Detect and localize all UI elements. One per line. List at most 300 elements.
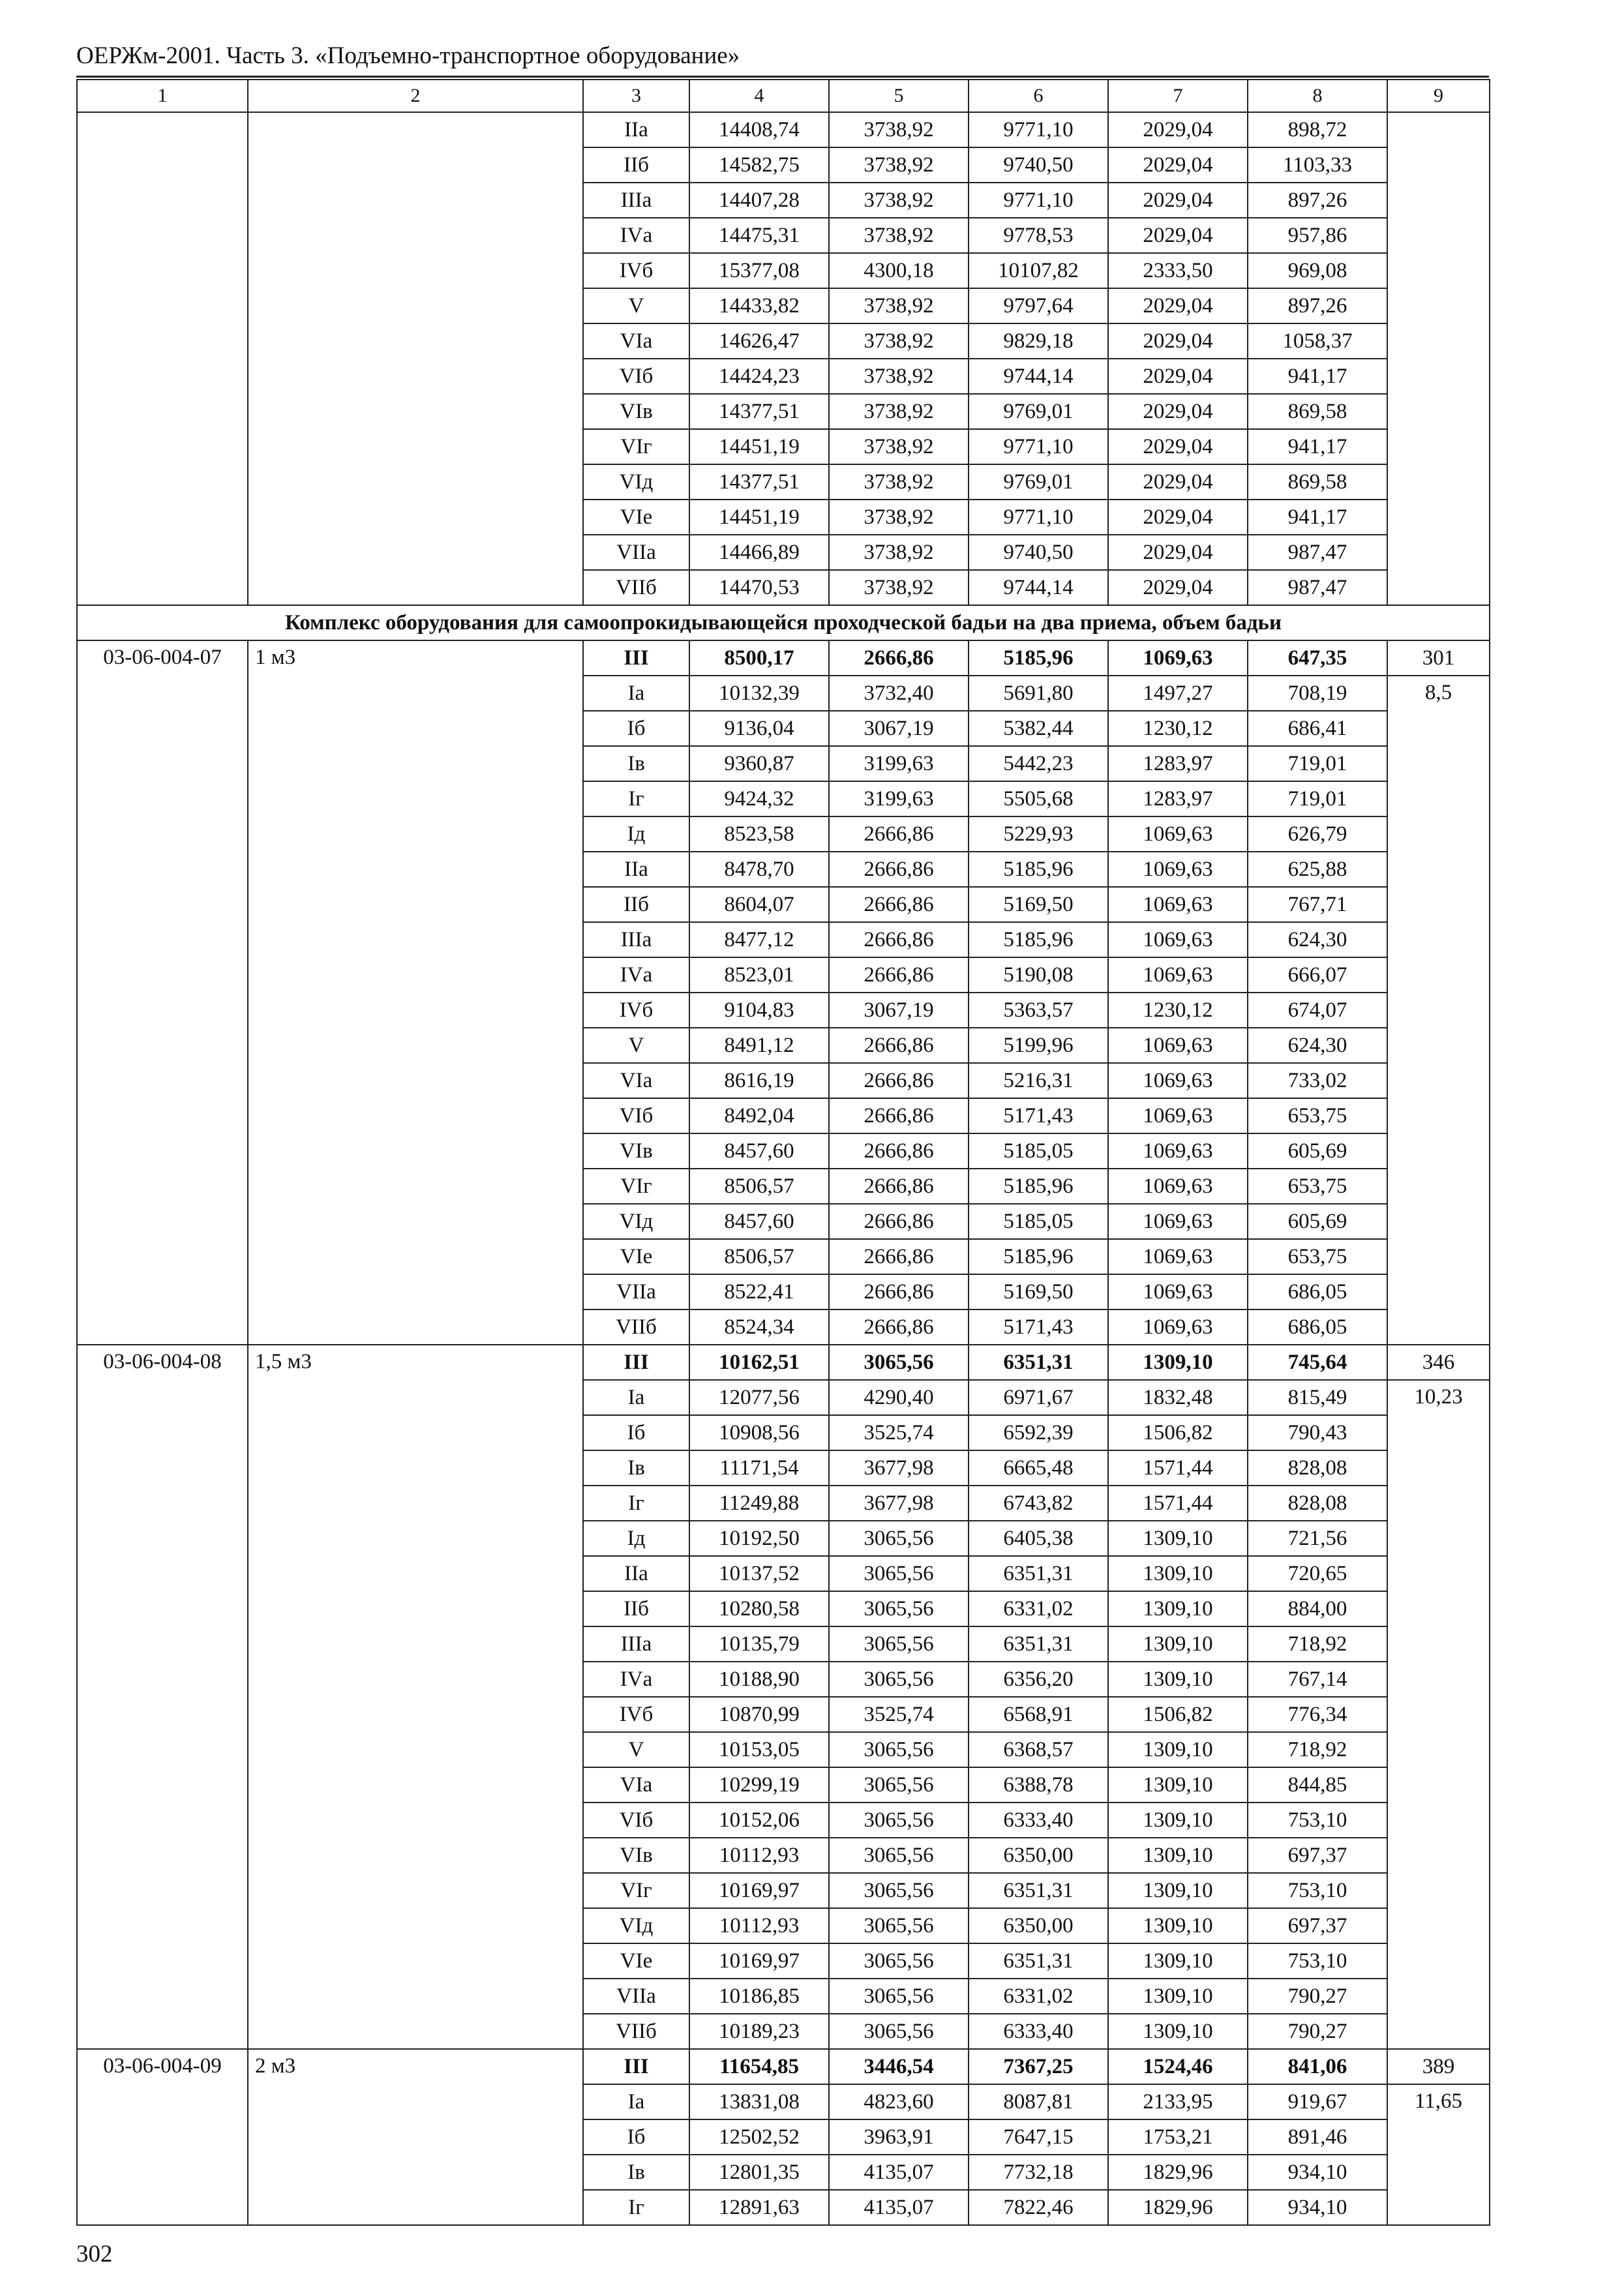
value-cell: 5185,05 bbox=[969, 1204, 1108, 1239]
value-cell: 624,30 bbox=[1248, 1028, 1387, 1063]
value-cell: 1069,63 bbox=[1108, 816, 1248, 852]
value-cell: 10112,93 bbox=[689, 1838, 829, 1873]
value-cell: 5505,68 bbox=[969, 781, 1108, 816]
value-cell: 2029,04 bbox=[1108, 112, 1248, 147]
value-cell: 1571,44 bbox=[1108, 1486, 1248, 1521]
value-cell: 2333,50 bbox=[1108, 253, 1248, 288]
value-cell: 3677,98 bbox=[829, 1486, 969, 1521]
value-cell: 2029,04 bbox=[1108, 323, 1248, 359]
value-cell: 14377,51 bbox=[689, 394, 829, 429]
item-code: 03-06-004-08 bbox=[77, 1345, 248, 2049]
value-cell: 708,19 bbox=[1248, 676, 1387, 711]
value-cell: 1058,37 bbox=[1248, 323, 1387, 359]
header-divider bbox=[76, 76, 1489, 78]
resource-group-cell: VIIб bbox=[583, 570, 689, 605]
value-cell: 10280,58 bbox=[689, 1591, 829, 1626]
value-cell: 1069,63 bbox=[1108, 922, 1248, 957]
value-cell: 1069,63 bbox=[1108, 1309, 1248, 1345]
value-cell: 987,47 bbox=[1248, 535, 1387, 570]
value-cell: 6331,02 bbox=[969, 1591, 1108, 1626]
value-cell: 718,92 bbox=[1248, 1732, 1387, 1767]
resource-group-cell: IIб bbox=[583, 887, 689, 922]
value-cell: 719,01 bbox=[1248, 746, 1387, 781]
value-cell: 3738,92 bbox=[829, 112, 969, 147]
value-cell: 3065,56 bbox=[829, 1662, 969, 1697]
value-cell: 3199,63 bbox=[829, 746, 969, 781]
value-cell: 1069,63 bbox=[1108, 1169, 1248, 1204]
resource-group-cell: VIд bbox=[583, 464, 689, 500]
value-cell: 1103,33 bbox=[1248, 147, 1387, 183]
value-cell: 5171,43 bbox=[969, 1309, 1108, 1345]
value-cell: 10169,97 bbox=[689, 1943, 829, 1979]
value-cell: 1309,10 bbox=[1108, 1626, 1248, 1662]
resource-group-cell: Iг bbox=[583, 1486, 689, 1521]
resource-group-cell: VIа bbox=[583, 1063, 689, 1098]
value-cell: 6743,82 bbox=[969, 1486, 1108, 1521]
value-cell: 647,35 bbox=[1248, 640, 1387, 676]
value-cell: 1309,10 bbox=[1108, 1979, 1248, 2014]
value-cell: 12801,35 bbox=[689, 2155, 829, 2190]
value-cell: 2666,86 bbox=[829, 1133, 969, 1169]
value-cell: 2666,86 bbox=[829, 1169, 969, 1204]
column-number: 5 bbox=[829, 80, 969, 112]
value-cell: 919,67 bbox=[1248, 2084, 1387, 2119]
value-cell: 686,41 bbox=[1248, 711, 1387, 746]
value-cell: 1309,10 bbox=[1108, 2014, 1248, 2049]
value-cell: 718,92 bbox=[1248, 1626, 1387, 1662]
value-cell: 2666,86 bbox=[829, 1098, 969, 1133]
value-cell: 3738,92 bbox=[829, 288, 969, 323]
value-cell: 6388,78 bbox=[969, 1767, 1108, 1803]
value-cell: 8087,81 bbox=[969, 2084, 1108, 2119]
value-cell: 2666,86 bbox=[829, 1028, 969, 1063]
resource-group-cell: VIг bbox=[583, 1873, 689, 1908]
value-cell: 10169,97 bbox=[689, 1873, 829, 1908]
value-cell: 3065,56 bbox=[829, 1521, 969, 1556]
value-cell: 2029,04 bbox=[1108, 288, 1248, 323]
value-cell: 605,69 bbox=[1248, 1204, 1387, 1239]
value-cell: 7732,18 bbox=[969, 2155, 1108, 2190]
value-cell: 2029,04 bbox=[1108, 183, 1248, 218]
value-cell: 625,88 bbox=[1248, 852, 1387, 887]
item-name: 1 м3 bbox=[248, 640, 583, 1345]
value-cell: 697,37 bbox=[1248, 1838, 1387, 1873]
value-cell: 624,30 bbox=[1248, 922, 1387, 957]
value-cell: 3065,56 bbox=[829, 1767, 969, 1803]
value-cell: 1524,46 bbox=[1108, 2049, 1248, 2084]
value-cell: 1506,82 bbox=[1108, 1415, 1248, 1450]
value-cell: 14424,23 bbox=[689, 359, 829, 394]
resource-group-cell: VIб bbox=[583, 359, 689, 394]
value-cell: 719,01 bbox=[1248, 781, 1387, 816]
value-cell: 934,10 bbox=[1248, 2155, 1387, 2190]
section-heading-row bbox=[77, 605, 1490, 640]
resource-group-cell: IVб bbox=[583, 1697, 689, 1732]
value-cell: 10107,82 bbox=[969, 253, 1108, 288]
resource-group-cell: IVб bbox=[583, 253, 689, 288]
resource-group-cell: Iв bbox=[583, 746, 689, 781]
value-cell: 8477,12 bbox=[689, 922, 829, 957]
value-cell: 1069,63 bbox=[1108, 640, 1248, 676]
value-cell: 1069,63 bbox=[1108, 1133, 1248, 1169]
value-cell: 686,05 bbox=[1248, 1274, 1387, 1309]
column-9-cell bbox=[1387, 112, 1490, 605]
value-cell: 626,79 bbox=[1248, 816, 1387, 852]
item-name: 2 м3 bbox=[248, 2049, 583, 2225]
value-cell: 4300,18 bbox=[829, 253, 969, 288]
value-cell: 9771,10 bbox=[969, 112, 1108, 147]
value-cell: 14475,31 bbox=[689, 218, 829, 253]
value-cell: 2666,86 bbox=[829, 1204, 969, 1239]
value-cell: 5691,80 bbox=[969, 676, 1108, 711]
value-cell: 1069,63 bbox=[1108, 1098, 1248, 1133]
value-cell: 733,02 bbox=[1248, 1063, 1387, 1098]
value-cell: 9829,18 bbox=[969, 323, 1108, 359]
value-cell: 3738,92 bbox=[829, 570, 969, 605]
value-cell: 5382,44 bbox=[969, 711, 1108, 746]
value-cell: 1829,96 bbox=[1108, 2190, 1248, 2225]
column-9-value: 346 bbox=[1387, 1345, 1490, 1380]
value-cell: 653,75 bbox=[1248, 1169, 1387, 1204]
value-cell: 5229,93 bbox=[969, 816, 1108, 852]
value-cell: 7367,25 bbox=[969, 2049, 1108, 2084]
value-cell: 767,14 bbox=[1248, 1662, 1387, 1697]
value-cell: 3677,98 bbox=[829, 1450, 969, 1486]
value-cell: 10112,93 bbox=[689, 1908, 829, 1943]
value-cell: 14451,19 bbox=[689, 500, 829, 535]
column-number: 4 bbox=[689, 80, 829, 112]
value-cell: 1309,10 bbox=[1108, 1556, 1248, 1591]
value-cell: 5185,96 bbox=[969, 1239, 1108, 1274]
resource-group-cell: VIб bbox=[583, 1803, 689, 1838]
value-cell: 4823,60 bbox=[829, 2084, 969, 2119]
column-number: 2 bbox=[248, 80, 583, 112]
column-number: 7 bbox=[1108, 80, 1248, 112]
value-cell: 6350,00 bbox=[969, 1908, 1108, 1943]
value-cell: 9771,10 bbox=[969, 429, 1108, 464]
resource-group-cell: Iа bbox=[583, 2084, 689, 2119]
value-cell: 753,10 bbox=[1248, 1803, 1387, 1838]
value-cell: 753,10 bbox=[1248, 1873, 1387, 1908]
value-cell: 753,10 bbox=[1248, 1943, 1387, 1979]
value-cell: 6333,40 bbox=[969, 1803, 1108, 1838]
value-cell: 10135,79 bbox=[689, 1626, 829, 1662]
value-cell: 605,69 bbox=[1248, 1133, 1387, 1169]
value-cell: 2029,04 bbox=[1108, 429, 1248, 464]
value-cell: 815,49 bbox=[1248, 1380, 1387, 1415]
resource-group-cell: Iг bbox=[583, 781, 689, 816]
value-cell: 14470,53 bbox=[689, 570, 829, 605]
value-cell: 4135,07 bbox=[829, 2155, 969, 2190]
value-cell: 6351,31 bbox=[969, 1626, 1108, 1662]
value-cell: 9424,32 bbox=[689, 781, 829, 816]
value-cell: 9771,10 bbox=[969, 183, 1108, 218]
column-number: 8 bbox=[1248, 80, 1387, 112]
resource-group-cell: IVа bbox=[583, 1662, 689, 1697]
value-cell: 8523,58 bbox=[689, 816, 829, 852]
value-cell: 697,37 bbox=[1248, 1908, 1387, 1943]
value-cell: 767,71 bbox=[1248, 887, 1387, 922]
value-cell: 12502,52 bbox=[689, 2119, 829, 2155]
value-cell: 3446,54 bbox=[829, 2049, 969, 2084]
resource-group-cell: Iд bbox=[583, 816, 689, 852]
value-cell: 10908,56 bbox=[689, 1415, 829, 1450]
value-cell: 1069,63 bbox=[1108, 1239, 1248, 1274]
value-cell: 6665,48 bbox=[969, 1450, 1108, 1486]
value-cell: 3738,92 bbox=[829, 394, 969, 429]
column-9-value: 389 bbox=[1387, 2049, 1490, 2084]
resource-group-cell: III bbox=[583, 2049, 689, 2084]
value-cell: 1309,10 bbox=[1108, 1591, 1248, 1626]
value-cell: 828,08 bbox=[1248, 1486, 1387, 1521]
value-cell: 10153,05 bbox=[689, 1732, 829, 1767]
value-cell: 11654,85 bbox=[689, 2049, 829, 2084]
column-9-value: 301 bbox=[1387, 640, 1490, 676]
value-cell: 6331,02 bbox=[969, 1979, 1108, 2014]
resource-group-cell: Iб bbox=[583, 2119, 689, 2155]
value-cell: 5216,31 bbox=[969, 1063, 1108, 1098]
resource-group-cell: IVа bbox=[583, 218, 689, 253]
value-cell: 14626,47 bbox=[689, 323, 829, 359]
value-cell: 10162,51 bbox=[689, 1345, 829, 1380]
resource-group-cell: Iв bbox=[583, 1450, 689, 1486]
value-cell: 1309,10 bbox=[1108, 1908, 1248, 1943]
column-9-value: 8,5 bbox=[1387, 676, 1490, 1345]
value-cell: 12891,63 bbox=[689, 2190, 829, 2225]
value-cell: 6351,31 bbox=[969, 1345, 1108, 1380]
value-cell: 653,75 bbox=[1248, 1239, 1387, 1274]
value-cell: 10189,23 bbox=[689, 2014, 829, 2049]
value-cell: 14582,75 bbox=[689, 147, 829, 183]
resource-group-cell: V bbox=[583, 1732, 689, 1767]
value-cell: 6368,57 bbox=[969, 1732, 1108, 1767]
value-cell: 686,05 bbox=[1248, 1309, 1387, 1345]
value-cell: 2029,04 bbox=[1108, 218, 1248, 253]
resource-group-cell: VIIб bbox=[583, 2014, 689, 2049]
value-cell: 9769,01 bbox=[969, 394, 1108, 429]
value-cell: 8616,19 bbox=[689, 1063, 829, 1098]
value-cell: 3065,56 bbox=[829, 1345, 969, 1380]
value-cell: 5185,05 bbox=[969, 1133, 1108, 1169]
value-cell: 841,06 bbox=[1248, 2049, 1387, 2084]
section-title: Комплекс оборудования для самоопрокидывающейся проходческой бадьи на два приема, объем бадьи bbox=[77, 605, 1490, 640]
value-cell: 3525,74 bbox=[829, 1697, 969, 1732]
value-cell: 1230,12 bbox=[1108, 711, 1248, 746]
value-cell: 10870,99 bbox=[689, 1697, 829, 1732]
resource-group-cell: IIа bbox=[583, 1556, 689, 1591]
value-cell: 1309,10 bbox=[1108, 1838, 1248, 1873]
resource-group-cell: VIд bbox=[583, 1908, 689, 1943]
value-cell: 5171,43 bbox=[969, 1098, 1108, 1133]
resource-group-cell: VIIа bbox=[583, 1274, 689, 1309]
value-cell: 790,27 bbox=[1248, 1979, 1387, 2014]
value-cell: 3525,74 bbox=[829, 1415, 969, 1450]
value-cell: 14433,82 bbox=[689, 288, 829, 323]
value-cell: 2666,86 bbox=[829, 852, 969, 887]
value-cell: 8506,57 bbox=[689, 1239, 829, 1274]
value-cell: 3738,92 bbox=[829, 218, 969, 253]
item-name: 1,5 м3 bbox=[248, 1345, 583, 2049]
value-cell: 3738,92 bbox=[829, 500, 969, 535]
value-cell: 3738,92 bbox=[829, 535, 969, 570]
value-cell: 10137,52 bbox=[689, 1556, 829, 1591]
value-cell: 2666,86 bbox=[829, 1063, 969, 1098]
value-cell: 6592,39 bbox=[969, 1415, 1108, 1450]
value-cell: 9740,50 bbox=[969, 147, 1108, 183]
value-cell: 4290,40 bbox=[829, 1380, 969, 1415]
value-cell: 3065,56 bbox=[829, 1732, 969, 1767]
value-cell: 3065,56 bbox=[829, 1556, 969, 1591]
value-cell: 6351,31 bbox=[969, 1943, 1108, 1979]
value-cell: 2666,86 bbox=[829, 640, 969, 676]
value-cell: 1506,82 bbox=[1108, 1697, 1248, 1732]
value-cell: 5185,96 bbox=[969, 640, 1108, 676]
value-cell: 6351,31 bbox=[969, 1873, 1108, 1908]
value-cell: 10299,19 bbox=[689, 1767, 829, 1803]
table-row bbox=[77, 112, 1490, 147]
value-cell: 1832,48 bbox=[1108, 1380, 1248, 1415]
value-cell: 11171,54 bbox=[689, 1450, 829, 1486]
value-cell: 3065,56 bbox=[829, 1943, 969, 1979]
value-cell: 9104,83 bbox=[689, 993, 829, 1028]
value-cell: 14451,19 bbox=[689, 429, 829, 464]
table-row bbox=[77, 2049, 1490, 2084]
page-header-title: ОЕРЖм-2001. Часть 3. «Подъемно-транспортное оборудование» bbox=[76, 42, 740, 69]
resource-group-cell: Iа bbox=[583, 676, 689, 711]
value-cell: 3199,63 bbox=[829, 781, 969, 816]
value-cell: 3065,56 bbox=[829, 2014, 969, 2049]
value-cell: 5169,50 bbox=[969, 1274, 1108, 1309]
value-cell: 897,26 bbox=[1248, 288, 1387, 323]
value-cell: 2029,04 bbox=[1108, 464, 1248, 500]
value-cell: 969,08 bbox=[1248, 253, 1387, 288]
value-cell: 1069,63 bbox=[1108, 957, 1248, 993]
resource-group-cell: III bbox=[583, 640, 689, 676]
resource-group-cell: IIIа bbox=[583, 183, 689, 218]
resource-group-cell: VIе bbox=[583, 1943, 689, 1979]
value-cell: 12077,56 bbox=[689, 1380, 829, 1415]
value-cell: 5190,08 bbox=[969, 957, 1108, 993]
rates-table-body bbox=[77, 80, 1490, 2225]
value-cell: 3738,92 bbox=[829, 359, 969, 394]
resource-group-cell: VIг bbox=[583, 1169, 689, 1204]
value-cell: 1309,10 bbox=[1108, 1767, 1248, 1803]
value-cell: 1283,97 bbox=[1108, 781, 1248, 816]
value-cell: 15377,08 bbox=[689, 253, 829, 288]
value-cell: 8524,34 bbox=[689, 1309, 829, 1345]
value-cell: 9778,53 bbox=[969, 218, 1108, 253]
value-cell: 6568,91 bbox=[969, 1697, 1108, 1732]
value-cell: 3067,19 bbox=[829, 711, 969, 746]
value-cell: 6405,38 bbox=[969, 1521, 1108, 1556]
value-cell: 7822,46 bbox=[969, 2190, 1108, 2225]
value-cell: 2029,04 bbox=[1108, 359, 1248, 394]
value-cell: 941,17 bbox=[1248, 500, 1387, 535]
resource-group-cell: VIIа bbox=[583, 535, 689, 570]
page-number: 302 bbox=[76, 2241, 113, 2267]
value-cell: 8478,70 bbox=[689, 852, 829, 887]
value-cell: 1309,10 bbox=[1108, 1662, 1248, 1697]
value-cell: 5169,50 bbox=[969, 887, 1108, 922]
value-cell: 934,10 bbox=[1248, 2190, 1387, 2225]
value-cell: 1309,10 bbox=[1108, 1943, 1248, 1979]
value-cell: 8457,60 bbox=[689, 1133, 829, 1169]
value-cell: 9136,04 bbox=[689, 711, 829, 746]
resource-group-cell: VIв bbox=[583, 1133, 689, 1169]
value-cell: 6356,20 bbox=[969, 1662, 1108, 1697]
value-cell: 776,34 bbox=[1248, 1697, 1387, 1732]
value-cell: 844,85 bbox=[1248, 1767, 1387, 1803]
value-cell: 1571,44 bbox=[1108, 1450, 1248, 1486]
resource-group-cell: VIд bbox=[583, 1204, 689, 1239]
column-number: 6 bbox=[969, 80, 1108, 112]
value-cell: 653,75 bbox=[1248, 1098, 1387, 1133]
column-9-value: 10,23 bbox=[1387, 1380, 1490, 2049]
value-cell: 5185,96 bbox=[969, 852, 1108, 887]
resource-group-cell: Iб bbox=[583, 1415, 689, 1450]
value-cell: 790,27 bbox=[1248, 2014, 1387, 2049]
value-cell: 869,58 bbox=[1248, 394, 1387, 429]
table-row bbox=[77, 640, 1490, 676]
value-cell: 1309,10 bbox=[1108, 1803, 1248, 1838]
resource-group-cell: VIг bbox=[583, 429, 689, 464]
value-cell: 3738,92 bbox=[829, 464, 969, 500]
value-cell: 898,72 bbox=[1248, 112, 1387, 147]
value-cell: 5185,96 bbox=[969, 922, 1108, 957]
value-cell: 14407,28 bbox=[689, 183, 829, 218]
value-cell: 3065,56 bbox=[829, 1803, 969, 1838]
value-cell: 9744,14 bbox=[969, 570, 1108, 605]
value-cell: 720,65 bbox=[1248, 1556, 1387, 1591]
value-cell: 11249,88 bbox=[689, 1486, 829, 1521]
resource-group-cell: VIа bbox=[583, 1767, 689, 1803]
value-cell: 8604,07 bbox=[689, 887, 829, 922]
value-cell: 1069,63 bbox=[1108, 852, 1248, 887]
resource-group-cell: VIIа bbox=[583, 1979, 689, 2014]
value-cell: 9771,10 bbox=[969, 500, 1108, 535]
item-code: 03-06-004-07 bbox=[77, 640, 248, 1345]
value-cell: 2029,04 bbox=[1108, 394, 1248, 429]
resource-group-cell: VIа bbox=[583, 323, 689, 359]
value-cell: 1230,12 bbox=[1108, 993, 1248, 1028]
value-cell: 3738,92 bbox=[829, 429, 969, 464]
value-cell: 3738,92 bbox=[829, 323, 969, 359]
value-cell: 897,26 bbox=[1248, 183, 1387, 218]
resource-group-cell: Iа bbox=[583, 1380, 689, 1415]
value-cell: 2133,95 bbox=[1108, 2084, 1248, 2119]
value-cell: 3065,56 bbox=[829, 1838, 969, 1873]
value-cell: 745,64 bbox=[1248, 1345, 1387, 1380]
resource-group-cell: VIв bbox=[583, 394, 689, 429]
value-cell: 3067,19 bbox=[829, 993, 969, 1028]
value-cell: 10132,39 bbox=[689, 676, 829, 711]
resource-group-cell: VIе bbox=[583, 500, 689, 535]
value-cell: 2029,04 bbox=[1108, 147, 1248, 183]
resource-group-cell: IIб bbox=[583, 1591, 689, 1626]
value-cell: 9360,87 bbox=[689, 746, 829, 781]
value-cell: 10188,90 bbox=[689, 1662, 829, 1697]
resource-group-cell: Iв bbox=[583, 2155, 689, 2190]
column-9-value: 11,65 bbox=[1387, 2084, 1490, 2225]
value-cell: 8506,57 bbox=[689, 1169, 829, 1204]
value-cell: 2666,86 bbox=[829, 922, 969, 957]
value-cell: 957,86 bbox=[1248, 218, 1387, 253]
resource-group-cell: VIв bbox=[583, 1838, 689, 1873]
value-cell: 6971,67 bbox=[969, 1380, 1108, 1415]
value-cell: 941,17 bbox=[1248, 359, 1387, 394]
value-cell: 9769,01 bbox=[969, 464, 1108, 500]
value-cell: 2666,86 bbox=[829, 816, 969, 852]
